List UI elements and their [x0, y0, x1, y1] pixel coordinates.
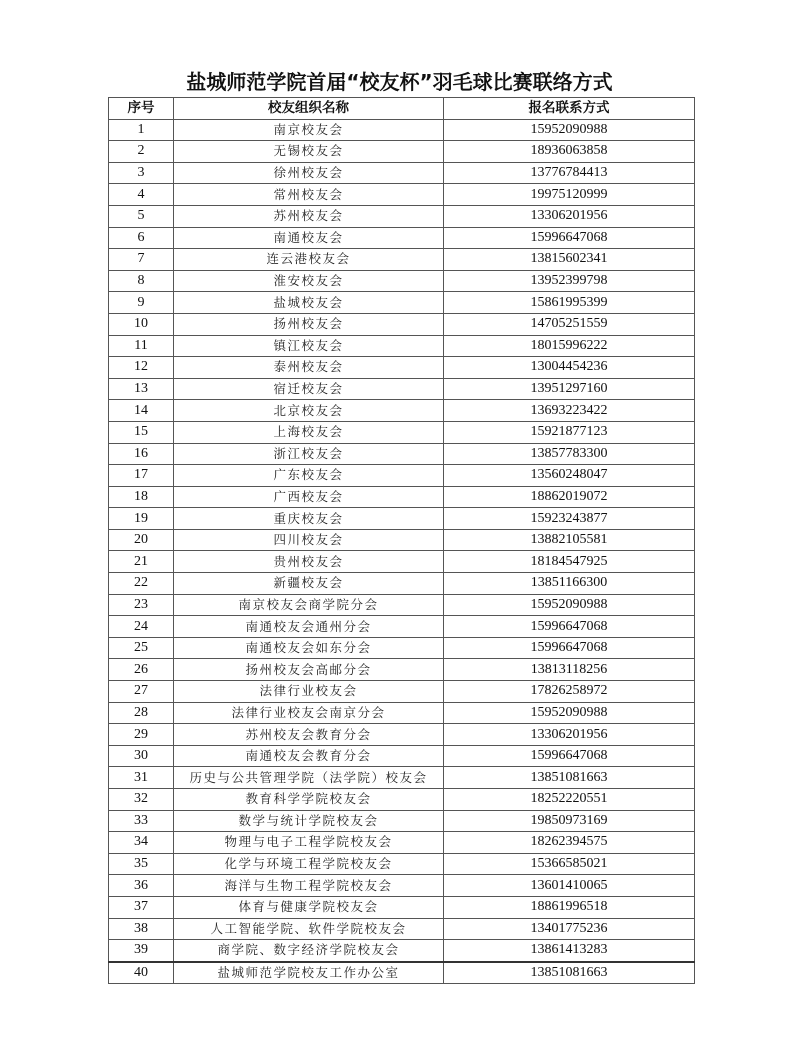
organization-name: 体育与健康学院校友会	[174, 896, 444, 918]
row-number: 24	[109, 616, 174, 638]
contact-phone: 15861995399	[444, 292, 695, 314]
table-row	[109, 335, 695, 357]
header-name: 校友组织名称	[174, 98, 444, 120]
contact-table	[108, 97, 695, 984]
organization-name: 历史与公共管理学院（法学院）校友会	[174, 767, 444, 789]
row-number: 19	[109, 508, 174, 530]
contact-phone: 15996647068	[444, 227, 695, 249]
table-row	[109, 637, 695, 659]
table-row	[109, 940, 695, 962]
contact-phone: 15996647068	[444, 745, 695, 767]
row-number: 33	[109, 810, 174, 832]
row-number: 6	[109, 227, 174, 249]
contact-phone: 13306201956	[444, 724, 695, 746]
organization-name: 泰州校友会	[174, 357, 444, 379]
organization-name: 海洋与生物工程学院校友会	[174, 875, 444, 897]
row-number: 9	[109, 292, 174, 314]
row-number: 30	[109, 745, 174, 767]
row-number: 31	[109, 767, 174, 789]
organization-name: 镇江校友会	[174, 335, 444, 357]
row-number: 11	[109, 335, 174, 357]
contact-phone: 13952399798	[444, 270, 695, 292]
contact-phone: 13951297160	[444, 378, 695, 400]
table-row	[109, 184, 695, 206]
organization-name: 南通校友会如东分会	[174, 637, 444, 659]
contact-phone: 18252220551	[444, 789, 695, 811]
row-number: 35	[109, 853, 174, 875]
table-row	[109, 205, 695, 227]
contact-phone: 15996647068	[444, 637, 695, 659]
table-row	[109, 962, 695, 984]
document-title: 盐城师范学院首届“校友杯”羽毛球比赛联络方式	[186, 70, 613, 94]
organization-name: 数学与统计学院校友会	[174, 810, 444, 832]
organization-name: 无锡校友会	[174, 141, 444, 163]
table-row	[109, 789, 695, 811]
row-number: 37	[109, 896, 174, 918]
organization-name: 商学院、数字经济学院校友会	[174, 940, 444, 962]
organization-name: 淮安校友会	[174, 270, 444, 292]
contact-phone: 18184547925	[444, 551, 695, 573]
table-row	[109, 378, 695, 400]
organization-name: 南通校友会通州分会	[174, 616, 444, 638]
organization-name: 北京校友会	[174, 400, 444, 422]
organization-name: 上海校友会	[174, 421, 444, 443]
row-number: 8	[109, 270, 174, 292]
organization-name: 南京校友会	[174, 119, 444, 141]
organization-name: 徐州校友会	[174, 162, 444, 184]
row-number: 38	[109, 918, 174, 940]
table-row	[109, 119, 695, 141]
row-number: 4	[109, 184, 174, 206]
organization-name: 重庆校友会	[174, 508, 444, 530]
table-row	[109, 724, 695, 746]
organization-name: 教育科学学院校友会	[174, 789, 444, 811]
row-number: 39	[109, 940, 174, 962]
contact-phone: 13693223422	[444, 400, 695, 422]
organization-name: 盐城师范学院校友工作办公室	[174, 962, 444, 984]
row-number: 28	[109, 702, 174, 724]
contact-phone: 15952090988	[444, 702, 695, 724]
table-row	[109, 465, 695, 487]
contact-phone: 18862019072	[444, 486, 695, 508]
organization-name: 四川校友会	[174, 529, 444, 551]
contact-phone: 13560248047	[444, 465, 695, 487]
contact-phone: 13882105581	[444, 529, 695, 551]
contact-phone: 13306201956	[444, 205, 695, 227]
organization-name: 宿迁校友会	[174, 378, 444, 400]
row-number: 20	[109, 529, 174, 551]
table-row	[109, 918, 695, 940]
table-row	[109, 486, 695, 508]
row-number: 3	[109, 162, 174, 184]
header-no: 序号	[109, 98, 174, 120]
table-row	[109, 659, 695, 681]
table-row	[109, 443, 695, 465]
table-row	[109, 853, 695, 875]
contact-phone: 13861413283	[444, 940, 695, 962]
organization-name: 化学与环境工程学院校友会	[174, 853, 444, 875]
contact-phone: 15996647068	[444, 616, 695, 638]
table-row	[109, 702, 695, 724]
organization-name: 扬州校友会	[174, 313, 444, 335]
table-row	[109, 594, 695, 616]
table-row	[109, 745, 695, 767]
contact-phone: 18936063858	[444, 141, 695, 163]
organization-name: 贵州校友会	[174, 551, 444, 573]
table-row	[109, 162, 695, 184]
organization-name: 广东校友会	[174, 465, 444, 487]
table-row	[109, 810, 695, 832]
table-row	[109, 270, 695, 292]
table-header-row	[109, 98, 695, 120]
table-row	[109, 313, 695, 335]
row-number: 12	[109, 357, 174, 379]
organization-name: 法律行业校友会	[174, 681, 444, 703]
row-number: 32	[109, 789, 174, 811]
organization-name: 物理与电子工程学院校友会	[174, 832, 444, 854]
organization-name: 南京校友会商学院分会	[174, 594, 444, 616]
row-number: 7	[109, 249, 174, 271]
row-number: 36	[109, 875, 174, 897]
row-number: 40	[109, 962, 174, 984]
organization-name: 常州校友会	[174, 184, 444, 206]
table-row	[109, 141, 695, 163]
row-number: 5	[109, 205, 174, 227]
contact-phone: 13815602341	[444, 249, 695, 271]
row-number: 25	[109, 637, 174, 659]
row-number: 23	[109, 594, 174, 616]
table-row	[109, 508, 695, 530]
contact-phone: 13851081663	[444, 767, 695, 789]
row-number: 16	[109, 443, 174, 465]
organization-name: 人工智能学院、软件学院校友会	[174, 918, 444, 940]
table-row	[109, 529, 695, 551]
row-number: 1	[109, 119, 174, 141]
table-row	[109, 357, 695, 379]
row-number: 27	[109, 681, 174, 703]
row-number: 17	[109, 465, 174, 487]
contact-phone: 19850973169	[444, 810, 695, 832]
contact-phone: 15952090988	[444, 594, 695, 616]
table-row	[109, 573, 695, 595]
organization-name: 新疆校友会	[174, 573, 444, 595]
contact-phone: 15923243877	[444, 508, 695, 530]
contact-phone: 15921877123	[444, 421, 695, 443]
contact-phone: 13601410065	[444, 875, 695, 897]
contact-phone: 13401775236	[444, 918, 695, 940]
row-number: 14	[109, 400, 174, 422]
table-row	[109, 875, 695, 897]
table-row	[109, 421, 695, 443]
organization-name: 浙江校友会	[174, 443, 444, 465]
table-row	[109, 227, 695, 249]
row-number: 34	[109, 832, 174, 854]
organization-name: 苏州校友会教育分会	[174, 724, 444, 746]
table-row	[109, 292, 695, 314]
contact-phone: 13004454236	[444, 357, 695, 379]
contact-phone: 19975120999	[444, 184, 695, 206]
organization-name: 南通校友会	[174, 227, 444, 249]
contact-phone: 15366585021	[444, 853, 695, 875]
row-number: 13	[109, 378, 174, 400]
row-number: 22	[109, 573, 174, 595]
row-number: 15	[109, 421, 174, 443]
table-row	[109, 400, 695, 422]
table-row	[109, 249, 695, 271]
contact-phone: 17826258972	[444, 681, 695, 703]
row-number: 18	[109, 486, 174, 508]
table-row	[109, 832, 695, 854]
organization-name: 苏州校友会	[174, 205, 444, 227]
contact-phone: 13851166300	[444, 573, 695, 595]
row-number: 2	[109, 141, 174, 163]
table-row	[109, 551, 695, 573]
table-row	[109, 896, 695, 918]
contact-phone: 18861996518	[444, 896, 695, 918]
organization-name: 连云港校友会	[174, 249, 444, 271]
contact-phone: 13776784413	[444, 162, 695, 184]
organization-name: 法律行业校友会南京分会	[174, 702, 444, 724]
organization-name: 扬州校友会高邮分会	[174, 659, 444, 681]
organization-name: 广西校友会	[174, 486, 444, 508]
contact-phone: 18015996222	[444, 335, 695, 357]
contact-phone: 13813118256	[444, 659, 695, 681]
row-number: 29	[109, 724, 174, 746]
organization-name: 南通校友会教育分会	[174, 745, 444, 767]
organization-name: 盐城校友会	[174, 292, 444, 314]
row-number: 21	[109, 551, 174, 573]
table-row	[109, 681, 695, 703]
row-number: 26	[109, 659, 174, 681]
contact-phone: 18262394575	[444, 832, 695, 854]
contact-phone: 13857783300	[444, 443, 695, 465]
header-contact: 报名联系方式	[444, 98, 695, 120]
contact-phone: 14705251559	[444, 313, 695, 335]
row-number: 10	[109, 313, 174, 335]
table-row	[109, 767, 695, 789]
contact-phone: 15952090988	[444, 119, 695, 141]
contact-phone: 13851081663	[444, 962, 695, 984]
table-row	[109, 616, 695, 638]
